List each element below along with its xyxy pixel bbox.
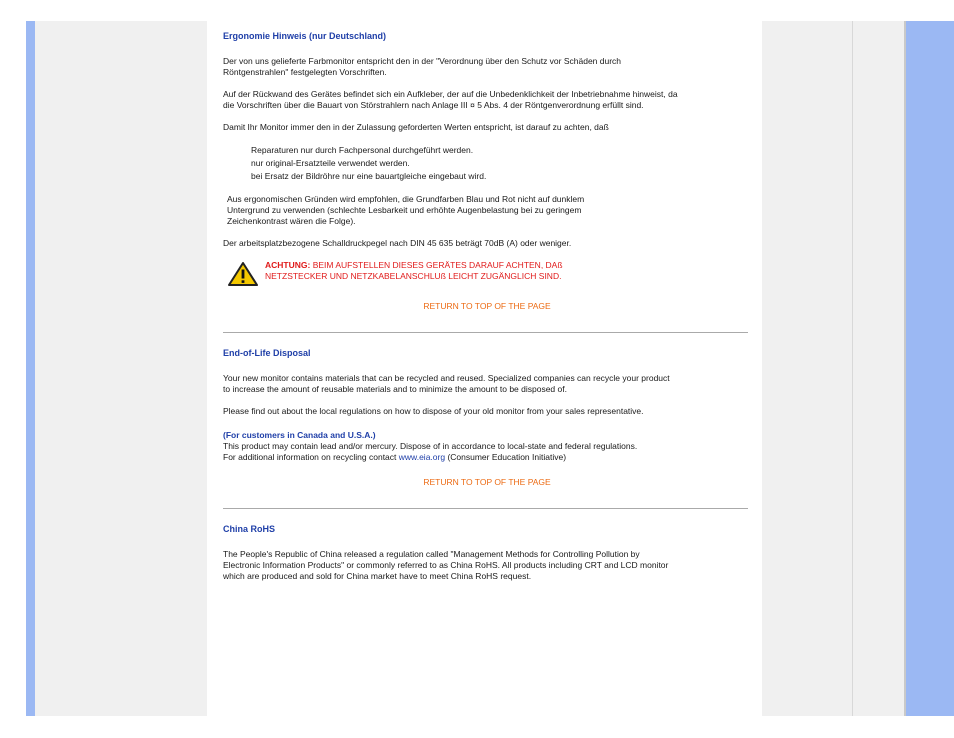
paragraph: Please find out about the local regulations on how to dispose of your old monitor from your sales representative. <box>223 406 644 416</box>
paragraph <box>223 430 751 463</box>
warning-label: ACHTUNG: <box>265 260 311 270</box>
section-disposal <box>223 348 751 488</box>
warning-line: BEIM AUFSTELLEN DIESES GERÄTES DARAUF ACHTEN, DAß <box>310 260 563 270</box>
paragraph-line: This product may contain lead and/or mercury. Dispose of in accordance to local-state and federal regulations. <box>223 441 638 451</box>
customers-subheading: (For customers in Canada and U.S.A.) <box>223 430 376 440</box>
paragraph-line <box>223 452 751 463</box>
paragraph-line: to increase the amount of reusable materials and to minimize the amount to be disposed of. <box>223 384 567 394</box>
return-to-top-link[interactable]: RETURN TO TOP OF THE PAGE <box>423 301 551 311</box>
paragraph-line: which are produced and sold for China market have to meet China RoHS request. <box>223 571 532 581</box>
warning-notice <box>227 260 751 287</box>
document-content <box>223 31 751 593</box>
paragraph <box>223 373 751 395</box>
section-ergonomie <box>223 31 751 312</box>
paragraph-line: Your new monitor contains materials that can be recycled and reused. Specialized companies can recycle your product <box>223 373 670 383</box>
paragraph-line: Der von uns gelieferte Farbmonitor entspricht den in der "Verordnung über den Schutz vor Schäden durch <box>223 56 622 66</box>
paragraph-line: The People's Republic of China released a regulation called "Management Methods for Controlling Pollution by <box>223 549 640 559</box>
paragraph-line: Zeichenkontrast wären die Folge). <box>227 216 356 226</box>
section-china-rohs <box>223 524 751 582</box>
list-item: Reparaturen nur durch Fachpersonal durchgeführt werden. <box>251 145 474 155</box>
left-accent-band <box>26 21 35 716</box>
warning-text <box>265 260 563 282</box>
list-item: nur original-Ersatzteile verwendet werden. <box>251 158 410 168</box>
paragraph: Damit Ihr Monitor immer den in der Zulassung geforderten Werten entspricht, ist darauf zu achten, daß <box>223 122 609 132</box>
right-margin-panel <box>762 21 906 716</box>
text-span: (Consumer Education Initiative) <box>445 452 567 462</box>
paragraph <box>223 89 751 111</box>
paragraph-line: Auf der Rückwand des Gerätes befindet sich ein Aufkleber, der auf die Unbedenklichkeit der Inbetriebnahme hinweist, da <box>223 89 678 99</box>
warning-triangle-icon <box>227 261 259 287</box>
right-accent-band <box>906 21 954 716</box>
list-item: bei Ersatz der Bildröhre nur eine bauartgleiche eingebaut wird. <box>251 171 487 181</box>
left-margin-panel <box>35 21 207 716</box>
section-divider <box>223 508 748 509</box>
paragraph-line: die Vorschriften über die Bauart von Störstrahlern nach Anlage III ¤ 5 Abs. 4 der Röntgenverordnung erfüllt sind. <box>223 100 644 110</box>
paragraph <box>227 194 751 227</box>
paragraph-line: Electronic Information Products" or commonly referred to as China RoHS. All products including CRT and LCD monitor <box>223 560 669 570</box>
paragraph <box>223 549 751 582</box>
section-heading: China RoHS <box>223 524 276 534</box>
warning-line: NETZSTECKER UND NETZKABELANSCHLUß LEICHT ZUGÄNGLICH SIND. <box>265 271 562 281</box>
right-panel-divider <box>852 21 853 716</box>
section-heading: End-of-Life Disposal <box>223 348 311 358</box>
return-to-top-link[interactable]: RETURN TO TOP OF THE PAGE <box>423 477 551 487</box>
paragraph-line: Untergrund zu verwenden (schlechte Lesbarkeit und erhöhte Augenbelastung bei zu geringem <box>227 205 582 215</box>
text-span: For additional information on recycling contact <box>223 452 399 462</box>
eia-link[interactable]: www.eia.org <box>398 452 446 462</box>
section-divider <box>223 332 748 333</box>
paragraph <box>223 56 751 78</box>
paragraph-line: Röntgenstrahlen" festgelegten Vorschriften. <box>223 67 387 77</box>
requirements-list <box>251 144 751 183</box>
paragraph: Der arbeitsplatzbezogene Schalldruckpegel nach DIN 45 635 beträgt 70dB (A) oder weniger. <box>223 238 572 248</box>
section-heading: Ergonomie Hinweis (nur Deutschland) <box>223 31 387 41</box>
paragraph-line: Aus ergonomischen Gründen wird empfohlen, die Grundfarben Blau und Rot nicht auf dunklem <box>227 194 585 204</box>
